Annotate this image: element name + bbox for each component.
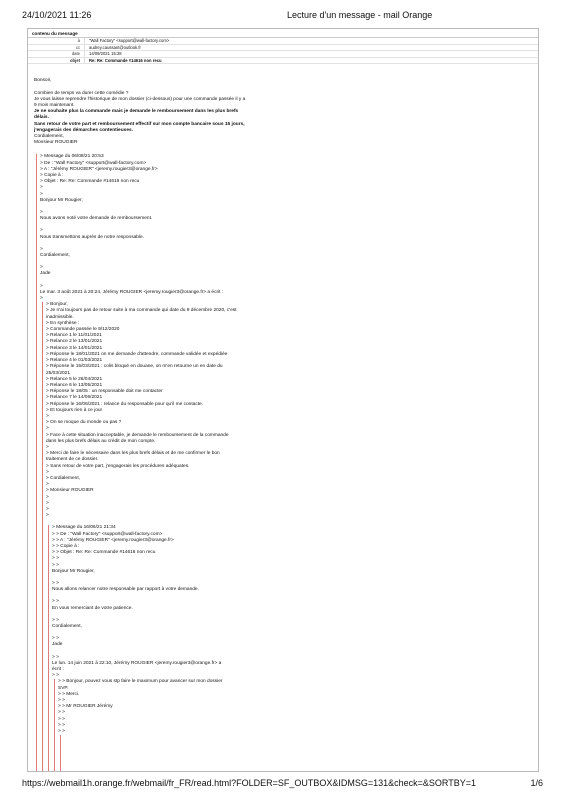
text-line: > bbox=[46, 513, 49, 519]
text-line: traitement de ce dossier. bbox=[46, 457, 99, 463]
text-line: > > bbox=[52, 654, 59, 660]
text-line: > Réponse le 18/01/2021 on me demande d'attendre, commande validée et expédiée bbox=[46, 351, 228, 357]
text-line: Jade bbox=[52, 642, 63, 648]
text-line: > Réponse le 15/03/2021 : colis bloqué en douane, on m'en retourne un en date du bbox=[46, 364, 223, 370]
quote-level-1 bbox=[36, 154, 532, 772]
quote-2-text bbox=[46, 302, 532, 519]
text-line: > bbox=[40, 296, 43, 302]
text-line: > Relance 4 le 01/03/2021 bbox=[46, 358, 103, 364]
quote-3-text bbox=[52, 525, 532, 679]
text-line: > > Merci. bbox=[58, 691, 80, 697]
text-line: > > bbox=[58, 729, 65, 735]
text-line: > Message du 06/08/21 20:53 bbox=[40, 154, 104, 160]
text-line: Bonjour Mr Rougier, bbox=[52, 568, 95, 574]
text-line: > > bbox=[58, 698, 65, 704]
text-line: > > bbox=[52, 562, 59, 568]
text-line: Cordialement, bbox=[52, 624, 82, 630]
text-line: > Merci de faire le nécessaire dans les plus brefs délais et de me confirmer le bon bbox=[46, 451, 220, 457]
meta-section-title: contenu du message bbox=[28, 29, 538, 38]
text-line: > > bbox=[52, 617, 59, 623]
text-line: > bbox=[46, 494, 49, 500]
text-line: > Copie à : bbox=[40, 173, 64, 179]
meta-value: 14/09/2021 15:28 bbox=[84, 51, 122, 57]
text-line: > > bbox=[58, 722, 65, 728]
text-line: Je ne souhaite plus la commande mais je demande le remboursement dans les plus brefs bbox=[34, 109, 239, 115]
text-line: > > Mr ROUGIER Jérémy bbox=[58, 704, 113, 710]
meta-row-subject bbox=[28, 58, 538, 65]
meta-value: Re: Re: Commande #14616 non recu bbox=[84, 58, 162, 64]
text-line: > Sans retour de votre part, j'engagerais les procédures adéquates. bbox=[46, 463, 190, 469]
quote-level-2 bbox=[42, 302, 532, 772]
text-line: > > bbox=[52, 599, 59, 605]
text-line: SVP. bbox=[58, 685, 69, 691]
text-line: > bbox=[40, 283, 43, 289]
text-line: inadmissible. bbox=[46, 314, 74, 320]
meta-row-to bbox=[28, 38, 538, 45]
text-line: > > Bonjour, pouvez vous stp faire le maximum pour avancer sur mon dossier bbox=[58, 679, 223, 685]
text-line: Nous allons relancer notre responsable par rapport à votre demande. bbox=[52, 587, 199, 593]
text-line: > bbox=[46, 426, 49, 432]
text-line: Cordialement, bbox=[40, 253, 70, 259]
quote-4-text bbox=[58, 679, 532, 735]
text-line: > > bbox=[58, 716, 65, 722]
text-line: Monsieur ROUGIER bbox=[34, 140, 78, 146]
print-url: https://webmail1h.orange.fr/webmail/fr_FR/read.html?FOLDER=SF_OUTBOX&IDMSG=131&check=&SORTBY=1 bbox=[22, 778, 477, 788]
text-line: > bbox=[40, 210, 43, 216]
text-line: Je vous laisse reprendre l'historique de mon dossier (ci-dessous) pour une commande passée il y a bbox=[34, 96, 246, 102]
meta-table bbox=[28, 38, 538, 64]
text-line: Jade bbox=[40, 271, 51, 277]
text-line: Sans retour de votre part et remboursement effectif sur mon compte bancaire sous 15 jours, bbox=[34, 121, 245, 127]
message-frame bbox=[27, 28, 539, 772]
text-line: > Je n'ai toujours pas de retour suite à ma commande qui date du 9 décembre 2020, c'est bbox=[46, 308, 237, 314]
text-line: > Relance 6 le 13/05/2021 bbox=[46, 382, 103, 388]
quote-level-3 bbox=[48, 525, 532, 772]
text-line: 9 mois maintenant. bbox=[34, 102, 75, 108]
text-line: Nous avons noté votre demande de remboursement. bbox=[40, 216, 153, 222]
text-line: délais. bbox=[34, 115, 49, 121]
text-line: > Et toujours rien à ce jour bbox=[46, 407, 103, 413]
text-line: > Réponse le 16/06/2021 : relance du responsable pour qu'il me contacte. bbox=[46, 401, 204, 407]
meta-label: date bbox=[71, 51, 80, 57]
text-line: > bbox=[40, 191, 43, 197]
text-line: dans les plus brefs délais au crédit de mon compte. bbox=[46, 438, 156, 444]
text-line: > bbox=[40, 228, 43, 234]
meta-row-cc bbox=[28, 45, 538, 52]
quote-level-5 bbox=[60, 735, 532, 772]
text-line: > > Copie à : bbox=[52, 543, 80, 549]
text-line: > bbox=[46, 444, 49, 450]
text-line: > Face à cette situation inacceptable, je demande le remboursement de la commande bbox=[46, 432, 229, 438]
text-line: > Réponse le 18/05 : un responsable doit me contacter bbox=[46, 389, 163, 395]
print-date: 24/10/2021 11:26 bbox=[22, 10, 92, 20]
text-line: En vous remerciant de votre patience. bbox=[52, 605, 133, 611]
text-line: > Relance 3 le 14/01/2021 bbox=[46, 345, 103, 351]
meta-label: objet bbox=[69, 57, 80, 63]
text-line: Bonsoir, bbox=[34, 78, 52, 84]
meta-label: à bbox=[77, 38, 80, 43]
text-line: > Commande passée le 9/12/2020 bbox=[46, 327, 120, 333]
text-line: > > bbox=[52, 556, 59, 562]
meta-value: "Wall Factory" <support@wall-factory.com> bbox=[84, 38, 169, 44]
text-line: 25/03/2021 bbox=[46, 370, 71, 376]
text-line: Nous transmettons auprès de notre responsable. bbox=[40, 234, 144, 240]
text-line: > A : "Jérémy ROUGIER" <jeremy.rougier3@orange.fr> bbox=[40, 166, 158, 172]
text-line: > > A : "Jérémy ROUGIER" <jeremy.rougier3@orange.fr> bbox=[52, 537, 174, 543]
text-line: Bonjour Mr Rougier, bbox=[40, 197, 83, 203]
quote-level-4 bbox=[54, 679, 532, 772]
text-line: > Message du 16/06/21 21:34 bbox=[52, 525, 116, 531]
text-line: Le mar. 3 août 2021 à 20:24, Jérémy ROUGIER <jeremy.rougier3@orange.fr> a écrit : bbox=[40, 289, 224, 295]
text-line: > > bbox=[52, 581, 59, 586]
text-line: > bbox=[46, 482, 49, 488]
text-line: > > Objet : Re: Re: Commande #14616 non recu bbox=[52, 550, 156, 556]
text-line: > Relance 2 le 13/01/2021 bbox=[46, 339, 103, 345]
text-line: > bbox=[46, 413, 49, 419]
text-line: > bbox=[46, 506, 49, 512]
text-line: Combien de temps va durer cette comédie ? bbox=[34, 90, 129, 96]
text-line: > Relance 1 le 11/01/2021 bbox=[46, 333, 102, 339]
text-line: > bbox=[40, 265, 43, 271]
print-title: Lecture d'un message - mail Orange bbox=[287, 10, 433, 20]
text-line: > Relance 7 le 14/06/2021 bbox=[46, 395, 103, 401]
text-line: écrit : bbox=[52, 667, 64, 673]
text-line: > Relance 5 le 26/04/2021 bbox=[46, 376, 103, 382]
text-line: Cordialement, bbox=[34, 134, 64, 139]
text-line: > En synthèse : bbox=[46, 320, 80, 326]
text-line: > > bbox=[52, 636, 59, 642]
text-line: > > bbox=[58, 710, 65, 716]
text-line: j'engagerais des démarches contentieuses. bbox=[34, 127, 133, 133]
text-line: > bbox=[46, 469, 49, 475]
text-line: > Objet : Re: Re: Commande #14616 non recu bbox=[40, 179, 140, 185]
text-line: > Bonjour, bbox=[46, 302, 68, 308]
meta-row-date bbox=[28, 51, 538, 58]
text-line: > Cordialement, bbox=[46, 475, 80, 481]
text-line: > > De : "Wall Factory" <support@wall-factory.com> bbox=[52, 531, 163, 537]
message-text bbox=[34, 78, 532, 146]
meta-label: cc bbox=[75, 44, 80, 50]
text-line: > Monsieur ROUGIER bbox=[46, 488, 94, 494]
print-header bbox=[22, 10, 543, 24]
page-number: 1/6 bbox=[530, 778, 543, 788]
message-body bbox=[28, 64, 538, 772]
text-line: > On se moque du monde ou pas ? bbox=[46, 420, 122, 426]
text-line: > De : "Wall Factory" <support@wall-factory.com> bbox=[40, 160, 147, 166]
text-line: > bbox=[40, 246, 43, 252]
meta-value: audrey.caussant@outlook.fr bbox=[84, 45, 141, 51]
quote-1-text bbox=[40, 154, 532, 302]
text-line: > bbox=[46, 500, 49, 506]
text-line: > bbox=[40, 185, 43, 191]
text-line: Le lun. 14 juin 2021 à 22:10, Jérémy ROUGIER <jeremy.rougier3@orange.fr> a bbox=[52, 660, 222, 666]
text-line: > > bbox=[52, 673, 59, 679]
